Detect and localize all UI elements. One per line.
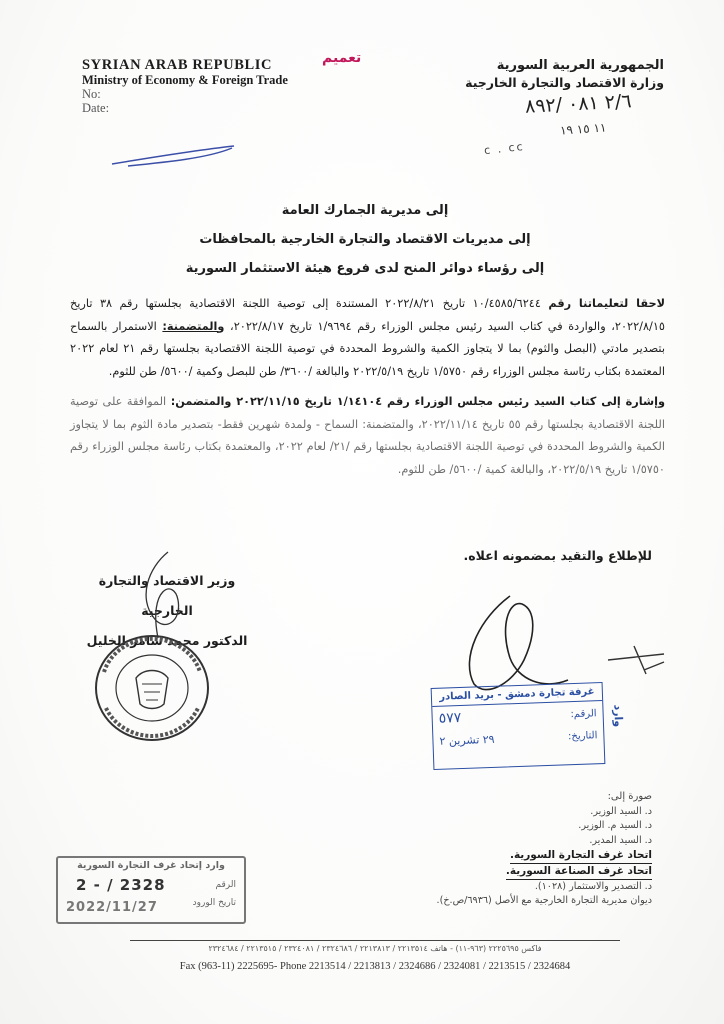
p2-text: الموافقة على توصية اللجنة الاقتصادية بجلستها رقم ٥٥ تاريخ ٢٠٢٢/١١/١٤، والمتضمنة: السماح - ولمدة شهرين فقط- بتصدير مادة الثوم بما لا يتجاوز الكمية والشروط المحددة في توصية اللجنة الاقتصادية بجلستها رقم /٢١/ لعام ٢٠٢٢، والمعتمدة بكتاب رئاسة مجلس الوزراء رقم ١/٥٧٥٠ تاريخ ٢٠٢٢/٥/١٩، والبالغة كمية /٥٦٠٠/ طن للثوم. (70, 395, 665, 476)
registry-number-label: الرقم (215, 880, 236, 890)
cc-item: اتحاد غرف الصناعة السورية. (506, 864, 652, 880)
ministry-en: Ministry of Economy & Foreign Trade (82, 73, 288, 88)
country-en: SYRIAN ARAB REPUBLIC (82, 57, 273, 73)
p1-rest: الاستمرار بالسماح بتصدير مادتي (البصل والثوم) بما لا يتجاوز الكمية والشروط المحددة في توصية اللجنة الاقتصادية بجلستها رقم ٢١ لعام ٢٠٢٢ المعتمدة بكتاب رئاسة مجلس الوزراء رقم ١/٥٧٥٠ تاريخ ٢٠٢٢/٥/١٩ والبالغة /٣٦٠٠/ طن للبصل وكمية /٥٦٠٠/ طن للثوم. (70, 319, 665, 378)
letter-body (70, 293, 665, 489)
registry-date-label: تاريخ الورود (192, 898, 236, 908)
minister-signature-icon (128, 548, 198, 644)
p1-lead: لاحقا لتعليماتنا رقم (548, 297, 665, 310)
registry-org: وارد إتحاد غرف التجارة السورية (77, 860, 225, 871)
registry-number: 2 - / 2328 (76, 876, 166, 894)
footer-arabic: فاكس ٢٢٢٥٦٩٥ (٩٦٣-١١) - هاتف ٢٢١٣٥١٤ / ٢٢١٣٨١٣ / ٢٣٢٤٦٨٦ / ٢٣٢٤٠٨١ / ٢٢١٣٥١٥ / ٢٣٢٤٦٨٤ (208, 944, 542, 953)
addressee-3: إلى رؤساء دوائر المنح لدى فروع هيئة الاستثمار السورية (185, 261, 545, 276)
handwritten-marks: c . cc (483, 139, 526, 158)
circular-stamp: تعميم (322, 50, 362, 66)
incoming-side-label: وارد (611, 704, 626, 728)
p1-text: ١٠/٤٥٨٥/٦٢٤٤ تاريخ ٢٠٢٢/٨/٢١ المستندة إلى توصية اللجنة الاقتصادية بجلستها رقم ٣٨ تاريخ ٢٠٢٢/٨/١٥، والواردة في كتاب السيد رئيس مجلس الوزراء رقم ١/٩٦٩٤ تاريخ ٢٠٢٢/٨/١٧، (70, 297, 665, 333)
signatory-name: الدكتور محمد سامر الخليل (86, 633, 248, 648)
ministry-ar: وزارة الاقتصاد والتجارة الخارجية (465, 74, 664, 90)
cc-item: ديوان مديرية التجارة الخارجية مع الأصل (٦٩٣٦/ص.خ). (436, 895, 652, 907)
incoming-stamp (431, 682, 626, 770)
paragraph-1 (70, 293, 665, 383)
p2-lead: وإشارة إلى كتاب السيد رئيس مجلس الوزراء رقم ١/١٤١٠٤ تاريخ ٢٠٢٢/١١/١٥ والمتضمن: (170, 395, 665, 408)
registry-stamp (56, 856, 246, 924)
incoming-stamp-org: غرفة تجارة دمشق - بريد الصادر (432, 683, 603, 707)
incoming-number-label: الرقم: (570, 707, 597, 720)
initial-scribble (108, 140, 238, 174)
arabic-letterhead (465, 58, 664, 91)
number-label: No: (82, 87, 101, 102)
cc-item: اتحاد غرف التجارة السورية. (510, 848, 652, 864)
cc-item: د. السيد الوزير. (590, 805, 652, 817)
addressee-2: إلى مديريات الاقتصاد والتجارة الخارجية بالمحافظات (199, 232, 531, 247)
ministry-seal-icon (92, 632, 212, 744)
paragraph-2 (70, 391, 665, 481)
incoming-date-label: التاريخ: (567, 730, 598, 743)
p1-key: والمتضمنة: (162, 319, 225, 333)
country-ar: الجمهورية العربية السورية (496, 58, 664, 73)
cc-item: د. السيد المدير. (589, 834, 652, 846)
cc-item: د. التصدير والاستثمار (١٠٢٨). (534, 880, 652, 892)
incoming-number-value: ٥٧٧ (438, 709, 462, 727)
cc-list (292, 790, 652, 909)
signature-icon (440, 588, 580, 698)
addressee-1: إلى مديرية الجمارك العامة (281, 203, 449, 218)
signatory-title: وزير الاقتصاد والتجارة الخارجية (98, 573, 236, 618)
date-label: Date: (82, 101, 110, 116)
footer-english: Fax (963-11) 2225695- Phone 2213514 / 2213813 / 2324686 / 2324081 / 2213515 / 2324684 (179, 961, 571, 972)
closing-line: للإطلاع والتقيد بمضمونه اعلاه. (463, 548, 652, 563)
handwritten-reference: ٢/٦ ٠٨١ /٨٩٢ (524, 90, 633, 118)
registry-date: 2022/11/27 (66, 900, 158, 915)
addressees (150, 196, 580, 283)
footer-divider (130, 940, 620, 941)
cc-item: د. السيد م. الوزير. (578, 820, 652, 832)
incoming-date-value: ٢٩ تشرين ٢ (439, 732, 495, 748)
incoming-date-row (433, 725, 604, 752)
english-letterhead (82, 57, 288, 115)
cc-title: صورة إلى: (607, 791, 652, 802)
check-mark-icon (604, 640, 674, 680)
handwritten-date: ١١ ١٥ ١٩ (559, 120, 607, 138)
